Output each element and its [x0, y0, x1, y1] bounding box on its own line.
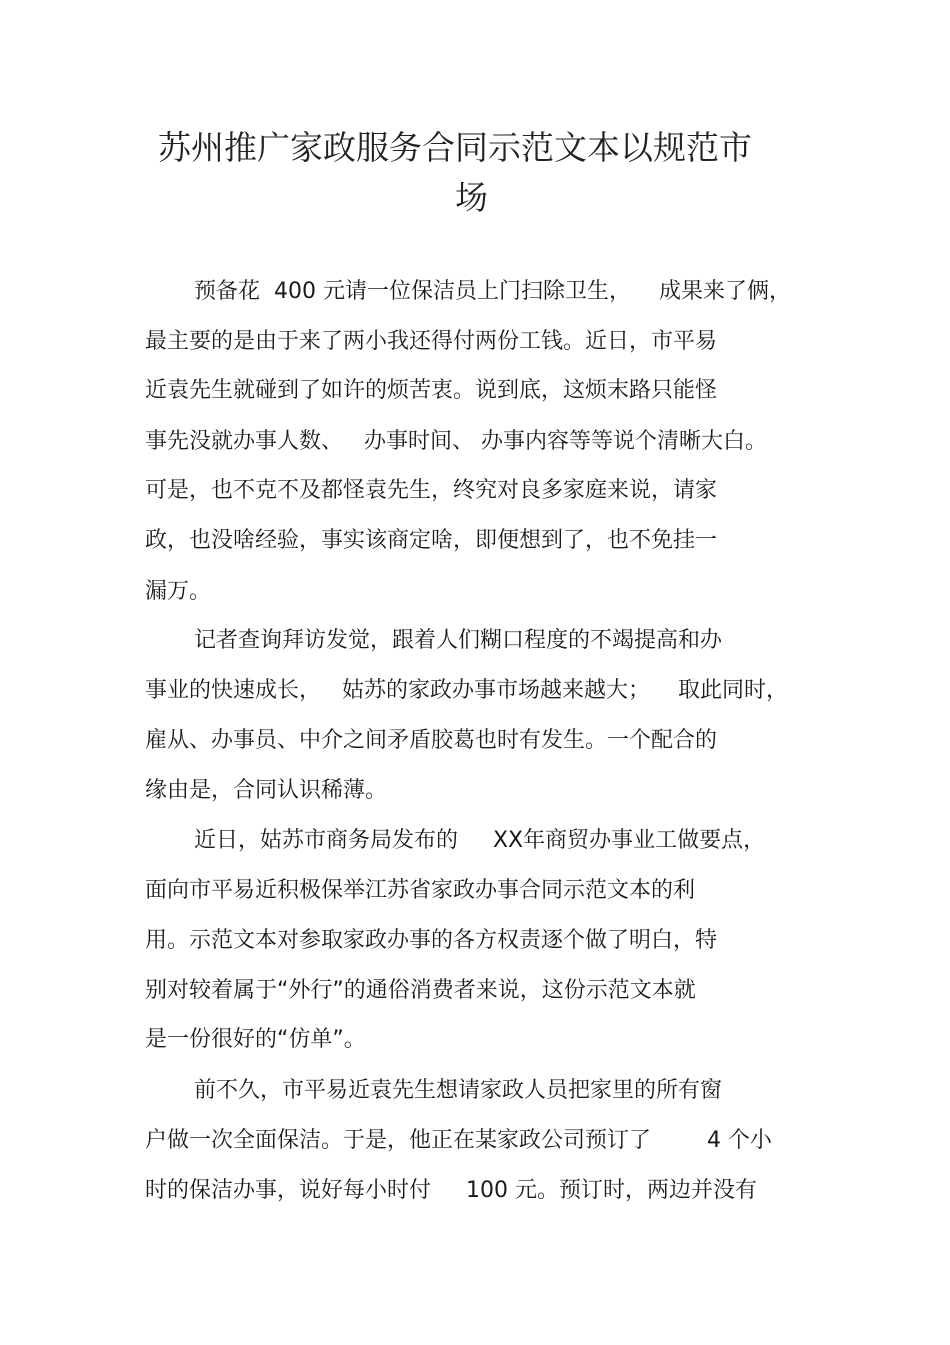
paragraph-3-line-3: 用。示范文本对参取家政办事的各方权责逐个做了明白，特	[145, 928, 718, 953]
paragraph-2-line-4: 缘由是，合同认识稀薄。	[145, 778, 388, 803]
paragraph-3-line-4: 别对较着属于“外行”的通俗消费者来说，这份示范文本就	[145, 978, 696, 1003]
paragraph-2-line-1: 记者查询拜访发觉，跟着人们糊口程度的不竭提高和办	[194, 628, 723, 653]
paragraph-3-line-5: 是一份很好的“仿单”。	[145, 1027, 366, 1052]
paragraph-2-line-2: 事业的快速成长， 姑苏的家政办事市场越来越大； 取此同时，	[145, 678, 788, 703]
paragraph-1-line-1: 预备花 400 元请一位保洁员上门扫除卫生， 成果来了俩，	[194, 279, 791, 304]
paragraph-3-line-1: 近日，姑苏市商务局发布的 XX年商贸办事业工做要点，	[194, 828, 766, 853]
paragraph-4-line-2: 户做一次全面保洁。于是，他正在某家政公司预订了 4 个小	[145, 1128, 772, 1153]
paragraph-1-line-2: 最主要的是由于来了两小我还得付两份工钱。近日，市平易	[145, 329, 718, 354]
paragraph-2-line-3: 雇从、办事员、中介之间矛盾胶葛也时有发生。一个配合的	[145, 728, 718, 753]
paragraph-1-line-6: 政，也没啥经验，事实该商定啥，即便想到了，也不免挂一	[145, 528, 718, 553]
paragraph-1-line-4: 事先没就办事人数、 办事时间、 办事内容等等说个清晰大白。	[145, 429, 767, 454]
paragraph-4-line-3: 时的保洁办事，说好每小时付 100 元。预订时，两边并没有	[145, 1178, 757, 1203]
paragraph-1-line-5: 可是，也不克不及都怪袁先生，终究对良多家庭来说，请家	[145, 478, 718, 503]
document-title-line-2: 场	[455, 178, 488, 217]
paragraph-4-line-1: 前不久，市平易近袁先生想请家政人员把家里的所有窗	[194, 1078, 723, 1103]
document-title-line-1: 苏州推广家政服务合同示范文本以规范市	[158, 128, 752, 167]
paragraph-1-line-3: 近袁先生就碰到了如许的烦苦衷。说到底，这烦末路只能怪	[145, 378, 718, 403]
paragraph-1-line-7: 漏万。	[145, 579, 212, 604]
paragraph-3-line-2: 面向市平易近积极保举江苏省家政办事合同示范文本的利	[145, 878, 696, 903]
